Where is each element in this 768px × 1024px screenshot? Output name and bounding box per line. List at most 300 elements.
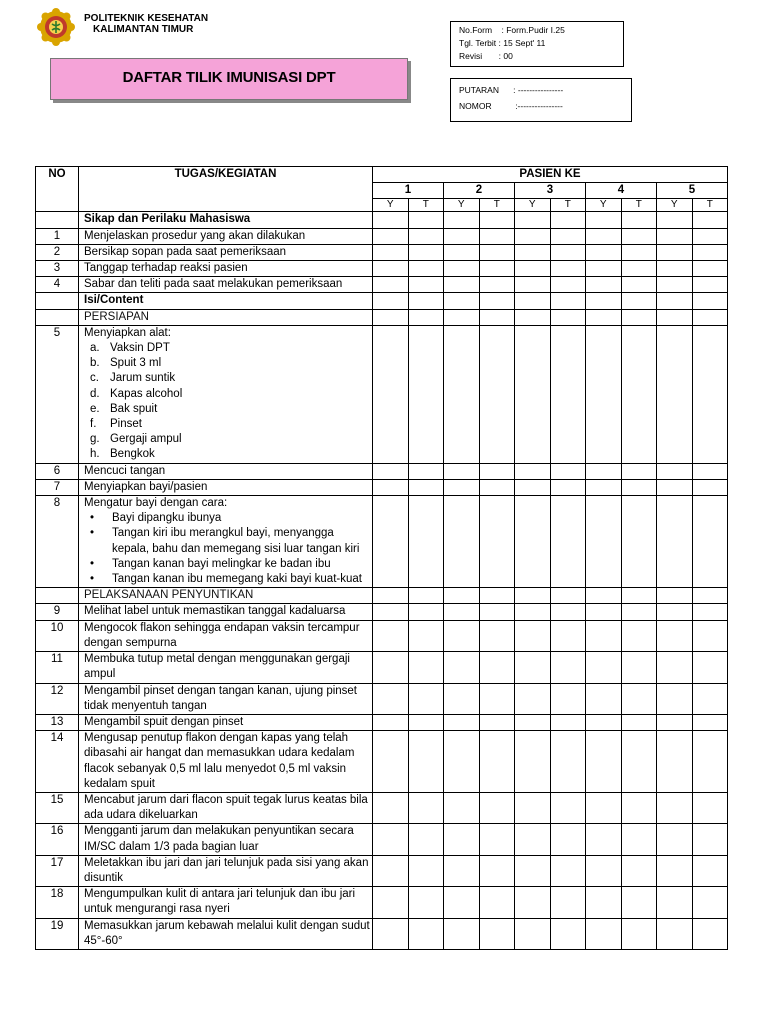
check-cell[interactable] — [692, 261, 728, 277]
check-cell[interactable] — [692, 479, 728, 495]
header-row — [36, 167, 728, 183]
check-cell[interactable] — [479, 887, 515, 918]
check-cell[interactable] — [621, 604, 657, 620]
check-cell[interactable] — [515, 228, 551, 244]
check-cell[interactable] — [515, 887, 551, 918]
checklist-table — [35, 166, 728, 950]
check-cell[interactable] — [479, 479, 515, 495]
check-cell[interactable] — [444, 620, 480, 651]
list-item: • Tangan kanan ibu memegang kaki bayi kuat-kuat — [112, 572, 372, 587]
check-cell[interactable] — [373, 620, 409, 651]
check-cell[interactable] — [373, 479, 409, 495]
task-text: Tanggap terhadap reaksi pasien — [79, 261, 373, 277]
patient-number: 1 — [373, 183, 444, 199]
check-cell[interactable] — [621, 714, 657, 730]
subsection-title: PELAKSANAAN PENYUNTIKAN — [79, 588, 373, 604]
column-patient-header: PASIEN KE — [373, 167, 728, 183]
row-number: 17 — [36, 855, 79, 886]
check-cell[interactable] — [408, 604, 444, 620]
check-cell[interactable] — [657, 244, 693, 260]
check-cell[interactable] — [550, 604, 586, 620]
check-cell[interactable] — [373, 463, 409, 479]
check-cell[interactable] — [444, 244, 480, 260]
patient-number: 5 — [657, 183, 728, 199]
task-text: Memasukkan jarum kebawah melalui kulit dengan sudut 45°-60° — [79, 918, 373, 949]
task-text: Mencabut jarum dari flacon spuit tegak lurus keatas bila ada udara dikeluarkan — [79, 792, 373, 823]
institution-line-2: KALIMANTAN TIMUR — [93, 24, 194, 35]
check-cell[interactable] — [444, 824, 480, 855]
check-cell[interactable] — [444, 261, 480, 277]
table-row — [36, 887, 728, 918]
table-row — [36, 792, 728, 823]
row-number: 14 — [36, 731, 79, 793]
check-cell[interactable] — [373, 731, 409, 793]
check-cell[interactable] — [444, 683, 480, 714]
no-label: T — [550, 199, 586, 212]
check-cell[interactable] — [515, 479, 551, 495]
check-cell[interactable] — [408, 731, 444, 793]
check-cell[interactable] — [657, 604, 693, 620]
row-number: 18 — [36, 887, 79, 918]
check-cell[interactable] — [479, 604, 515, 620]
check-cell[interactable] — [657, 792, 693, 823]
yes-label: Y — [373, 199, 409, 212]
check-cell[interactable] — [586, 887, 622, 918]
check-cell[interactable] — [692, 792, 728, 823]
check-cell[interactable] — [408, 496, 444, 588]
section-row — [36, 293, 728, 309]
section-row — [36, 212, 728, 228]
yes-label: Y — [657, 199, 693, 212]
check-cell[interactable] — [444, 479, 480, 495]
document-title: DAFTAR TILIK IMUNISASI DPT — [122, 69, 336, 86]
check-cell[interactable] — [444, 604, 480, 620]
check-cell[interactable] — [444, 228, 480, 244]
section-title: Isi/Content — [79, 293, 373, 309]
subsection-title: PERSIAPAN — [79, 309, 373, 325]
table-row — [36, 604, 728, 620]
check-cell[interactable] — [621, 824, 657, 855]
check-cell[interactable] — [550, 652, 586, 683]
task-text: Mengocok flakon sehingga endapan vaksin tercampur dengan sempurna — [79, 620, 373, 651]
check-cell[interactable] — [586, 731, 622, 793]
check-cell[interactable] — [444, 887, 480, 918]
institution-line-1: POLITEKNIK KESEHATAN — [84, 13, 209, 24]
check-cell[interactable] — [479, 261, 515, 277]
check-cell[interactable] — [621, 325, 657, 463]
check-cell[interactable] — [515, 683, 551, 714]
check-cell[interactable] — [479, 918, 515, 949]
table-row — [36, 652, 728, 683]
row-number: 9 — [36, 604, 79, 620]
check-cell[interactable] — [692, 731, 728, 793]
check-cell[interactable] — [657, 261, 693, 277]
form-revision: Revisi : 00 — [459, 51, 513, 61]
check-cell[interactable] — [586, 792, 622, 823]
check-cell[interactable] — [550, 824, 586, 855]
check-cell[interactable] — [373, 714, 409, 730]
check-cell[interactable] — [692, 463, 728, 479]
task-text: Meletakkan ibu jari dan jari telunjuk pada sisi yang akan disuntik — [79, 855, 373, 886]
check-cell[interactable] — [621, 244, 657, 260]
check-cell[interactable] — [692, 244, 728, 260]
table-row — [36, 918, 728, 949]
no-label: T — [479, 199, 515, 212]
table-row — [36, 244, 728, 260]
check-cell[interactable] — [586, 277, 622, 293]
task-text: Mengambil spuit dengan pinset — [79, 714, 373, 730]
check-cell[interactable] — [515, 731, 551, 793]
check-cell[interactable] — [657, 918, 693, 949]
position-list — [84, 511, 372, 587]
table-row — [36, 714, 728, 730]
check-cell[interactable] — [479, 824, 515, 855]
list-item: g. Gergaji ampul — [90, 433, 182, 446]
list-item: b. Spuit 3 ml — [90, 357, 162, 370]
form-issue-date: Tgl. Terbit : 15 Sept' 11 — [459, 38, 546, 48]
check-cell[interactable] — [408, 261, 444, 277]
check-cell[interactable] — [586, 824, 622, 855]
check-cell[interactable] — [586, 463, 622, 479]
check-cell[interactable] — [444, 496, 480, 588]
check-cell[interactable] — [550, 683, 586, 714]
check-cell[interactable] — [444, 918, 480, 949]
check-cell[interactable] — [550, 496, 586, 588]
check-cell[interactable] — [657, 463, 693, 479]
table-row — [36, 620, 728, 651]
check-cell[interactable] — [692, 824, 728, 855]
subsection-row — [36, 309, 728, 325]
check-cell[interactable] — [408, 463, 444, 479]
check-cell[interactable] — [692, 604, 728, 620]
form-number: No.Form : Form.Pudir I.25 — [459, 25, 565, 35]
row-number: 6 — [36, 463, 79, 479]
check-cell[interactable] — [657, 496, 693, 588]
check-cell[interactable] — [621, 792, 657, 823]
check-cell[interactable] — [408, 714, 444, 730]
check-cell[interactable] — [621, 479, 657, 495]
table-row — [36, 261, 728, 277]
check-cell[interactable] — [373, 604, 409, 620]
check-cell[interactable] — [586, 325, 622, 463]
check-cell[interactable] — [408, 277, 444, 293]
list-item: e. Bak spuit — [90, 402, 158, 415]
no-label: T — [408, 199, 444, 212]
check-cell[interactable] — [586, 652, 622, 683]
row-number: 2 — [36, 244, 79, 260]
check-cell[interactable] — [692, 855, 728, 886]
check-cell[interactable] — [657, 731, 693, 793]
check-cell[interactable] — [692, 887, 728, 918]
check-cell[interactable] — [408, 683, 444, 714]
check-cell[interactable] — [621, 918, 657, 949]
column-no-header: NO — [36, 167, 79, 212]
check-cell[interactable] — [621, 731, 657, 793]
check-cell[interactable] — [444, 463, 480, 479]
check-cell[interactable] — [479, 228, 515, 244]
check-cell[interactable] — [515, 496, 551, 588]
task-text: Sabar dan teliti pada saat melakukan pemeriksaan — [79, 277, 373, 293]
task-text: Mencuci tangan — [79, 463, 373, 479]
check-cell[interactable] — [515, 620, 551, 651]
check-cell[interactable] — [550, 887, 586, 918]
check-cell[interactable] — [515, 244, 551, 260]
list-item: • Tangan kiri ibu merangkul bayi, menyangga kepala, bahu dan memegang sisi luar tangan kiri — [112, 526, 372, 556]
task-cell — [79, 496, 373, 588]
patient-number: 4 — [586, 183, 657, 199]
check-cell[interactable] — [657, 683, 693, 714]
check-cell[interactable] — [550, 620, 586, 651]
table-row — [36, 228, 728, 244]
check-cell[interactable] — [444, 855, 480, 886]
check-cell[interactable] — [550, 463, 586, 479]
row-number: 5 — [36, 325, 79, 463]
check-cell[interactable] — [515, 714, 551, 730]
check-cell[interactable] — [444, 325, 480, 463]
check-cell[interactable] — [373, 887, 409, 918]
check-cell[interactable] — [479, 325, 515, 463]
check-cell[interactable] — [692, 228, 728, 244]
list-item: a. Vaksin DPT — [90, 342, 170, 355]
no-label: T — [621, 199, 657, 212]
check-cell[interactable] — [621, 652, 657, 683]
list-item: c. Jarum suntik — [90, 372, 176, 385]
check-cell[interactable] — [550, 325, 586, 463]
row-number: 3 — [36, 261, 79, 277]
check-cell[interactable] — [657, 887, 693, 918]
check-cell[interactable] — [657, 824, 693, 855]
check-cell[interactable] — [373, 792, 409, 823]
check-cell[interactable] — [586, 496, 622, 588]
list-item: d. Kapas alcohol — [90, 387, 183, 400]
check-cell[interactable] — [479, 244, 515, 260]
table-row — [36, 683, 728, 714]
institution-name — [84, 13, 208, 35]
check-cell[interactable] — [373, 918, 409, 949]
row-number: 11 — [36, 652, 79, 683]
check-cell[interactable] — [373, 325, 409, 463]
check-cell[interactable] — [550, 855, 586, 886]
check-cell[interactable] — [373, 228, 409, 244]
check-cell[interactable] — [586, 620, 622, 651]
check-cell[interactable] — [621, 683, 657, 714]
check-cell[interactable] — [621, 855, 657, 886]
table-row — [36, 496, 728, 588]
check-cell[interactable] — [550, 261, 586, 277]
institution-seal-icon — [35, 8, 77, 46]
check-cell[interactable] — [515, 604, 551, 620]
check-cell[interactable] — [479, 683, 515, 714]
check-cell[interactable] — [586, 714, 622, 730]
check-cell[interactable] — [550, 714, 586, 730]
check-cell[interactable] — [444, 277, 480, 293]
check-cell[interactable] — [692, 714, 728, 730]
document-title-box — [50, 58, 408, 100]
equipment-list — [84, 341, 372, 463]
check-cell[interactable] — [444, 714, 480, 730]
no-label: T — [692, 199, 728, 212]
check-cell[interactable] — [373, 496, 409, 588]
list-item: f. Pinset — [90, 418, 142, 431]
list-item: h. Bengkok — [90, 448, 155, 461]
task-text: Mengusap penutup flakon dengan kapas yang telah dibasahi air hangat dan memasukkan udara kedalam flacok sebanyak 0,5 ml lalu menyedot 0,5 ml vaksin kedalam spuit — [79, 731, 373, 793]
check-cell[interactable] — [692, 652, 728, 683]
check-cell[interactable] — [657, 620, 693, 651]
check-cell[interactable] — [515, 918, 551, 949]
check-cell[interactable] — [550, 277, 586, 293]
check-cell[interactable] — [657, 325, 693, 463]
check-cell[interactable] — [550, 792, 586, 823]
round-field: PUTARAN : ---------------- — [459, 85, 564, 95]
row-number: 19 — [36, 918, 79, 949]
check-cell[interactable] — [408, 792, 444, 823]
check-cell[interactable] — [515, 824, 551, 855]
number-field: NOMOR :---------------- — [459, 101, 563, 111]
check-cell[interactable] — [479, 714, 515, 730]
check-cell[interactable] — [444, 652, 480, 683]
check-cell[interactable] — [408, 918, 444, 949]
row-number: 8 — [36, 496, 79, 588]
table-row — [36, 277, 728, 293]
check-cell[interactable] — [479, 731, 515, 793]
check-cell[interactable] — [479, 855, 515, 886]
table-row — [36, 463, 728, 479]
check-cell[interactable] — [621, 496, 657, 588]
check-cell[interactable] — [373, 261, 409, 277]
task-text: Mengumpulkan kulit di antara jari telunjuk dan ibu jari untuk mengurangi rasa nyeri — [79, 887, 373, 918]
check-cell[interactable] — [657, 277, 693, 293]
check-cell[interactable] — [479, 277, 515, 293]
check-cell[interactable] — [621, 228, 657, 244]
yes-label: Y — [444, 199, 480, 212]
check-cell[interactable] — [657, 479, 693, 495]
check-cell[interactable] — [621, 620, 657, 651]
check-cell[interactable] — [408, 824, 444, 855]
patient-number: 3 — [515, 183, 586, 199]
row-number: 1 — [36, 228, 79, 244]
check-cell[interactable] — [621, 277, 657, 293]
check-cell[interactable] — [692, 683, 728, 714]
check-cell[interactable] — [515, 652, 551, 683]
check-cell[interactable] — [408, 244, 444, 260]
check-cell[interactable] — [479, 792, 515, 823]
check-cell[interactable] — [515, 277, 551, 293]
check-cell[interactable] — [657, 228, 693, 244]
check-cell[interactable] — [373, 824, 409, 855]
yes-label: Y — [515, 199, 551, 212]
check-cell[interactable] — [550, 731, 586, 793]
column-task-header: TUGAS/KEGIATAN — [79, 167, 373, 212]
check-cell[interactable] — [408, 325, 444, 463]
check-cell[interactable] — [408, 855, 444, 886]
task-text: Bersikap sopan pada saat pemeriksaan — [79, 244, 373, 260]
patient-number: 2 — [444, 183, 515, 199]
task-text: Menjelaskan prosedur yang akan dilakukan — [79, 228, 373, 244]
check-cell[interactable] — [621, 887, 657, 918]
check-cell[interactable] — [621, 261, 657, 277]
check-cell[interactable] — [373, 244, 409, 260]
table-row — [36, 325, 728, 463]
row-number: 16 — [36, 824, 79, 855]
check-cell[interactable] — [408, 479, 444, 495]
check-cell[interactable] — [621, 463, 657, 479]
row-number: 10 — [36, 620, 79, 651]
task-cell — [79, 325, 373, 463]
check-cell[interactable] — [692, 620, 728, 651]
task-text: Mengatur bayi dengan cara: — [84, 497, 228, 510]
check-cell[interactable] — [692, 918, 728, 949]
list-item: • Bayi dipangku ibunya — [112, 511, 372, 526]
check-cell[interactable] — [373, 855, 409, 886]
table-row — [36, 731, 728, 793]
task-text: Menyiapkan alat: — [84, 326, 171, 339]
check-cell[interactable] — [515, 325, 551, 463]
check-cell[interactable] — [408, 620, 444, 651]
check-cell[interactable] — [373, 277, 409, 293]
check-cell[interactable] — [586, 855, 622, 886]
table-row — [36, 824, 728, 855]
check-cell[interactable] — [444, 731, 480, 793]
check-cell[interactable] — [586, 261, 622, 277]
check-cell[interactable] — [408, 887, 444, 918]
row-number: 15 — [36, 792, 79, 823]
check-cell[interactable] — [515, 855, 551, 886]
check-cell[interactable] — [515, 261, 551, 277]
check-cell[interactable] — [550, 918, 586, 949]
check-cell[interactable] — [373, 683, 409, 714]
check-cell[interactable] — [408, 228, 444, 244]
check-cell[interactable] — [657, 714, 693, 730]
check-cell[interactable] — [479, 496, 515, 588]
check-cell[interactable] — [408, 652, 444, 683]
check-cell[interactable] — [586, 244, 622, 260]
yes-label: Y — [586, 199, 622, 212]
check-cell[interactable] — [479, 620, 515, 651]
form-info-box — [450, 21, 624, 67]
check-cell[interactable] — [550, 228, 586, 244]
row-number: 13 — [36, 714, 79, 730]
subsection-row — [36, 588, 728, 604]
row-number: 7 — [36, 479, 79, 495]
check-cell[interactable] — [586, 683, 622, 714]
check-cell[interactable] — [657, 855, 693, 886]
task-text: Membuka tutup metal dengan menggunakan gergaji ampul — [79, 652, 373, 683]
check-cell[interactable] — [586, 604, 622, 620]
check-cell[interactable] — [550, 479, 586, 495]
check-cell[interactable] — [373, 652, 409, 683]
check-cell[interactable] — [692, 496, 728, 588]
task-text: Mengambil pinset dengan tangan kanan, ujung pinset tidak menyentuh tangan — [79, 683, 373, 714]
row-number: 12 — [36, 683, 79, 714]
check-cell[interactable] — [550, 244, 586, 260]
check-cell[interactable] — [586, 228, 622, 244]
task-text: Melihat label untuk memastikan tanggal kadaluarsa — [79, 604, 373, 620]
check-cell[interactable] — [586, 918, 622, 949]
check-cell[interactable] — [479, 652, 515, 683]
list-item: • Tangan kanan bayi melingkar ke badan ibu — [112, 557, 372, 572]
task-text: Mengganti jarum dan melakukan penyuntikan secara IM/SC dalam 1/3 pada bagian luar — [79, 824, 373, 855]
check-cell[interactable] — [692, 277, 728, 293]
check-cell[interactable] — [444, 792, 480, 823]
check-cell[interactable] — [515, 463, 551, 479]
check-cell[interactable] — [657, 652, 693, 683]
table-row — [36, 855, 728, 886]
check-cell[interactable] — [479, 463, 515, 479]
check-cell[interactable] — [515, 792, 551, 823]
table-row — [36, 479, 728, 495]
check-cell[interactable] — [692, 325, 728, 463]
check-cell[interactable] — [586, 479, 622, 495]
